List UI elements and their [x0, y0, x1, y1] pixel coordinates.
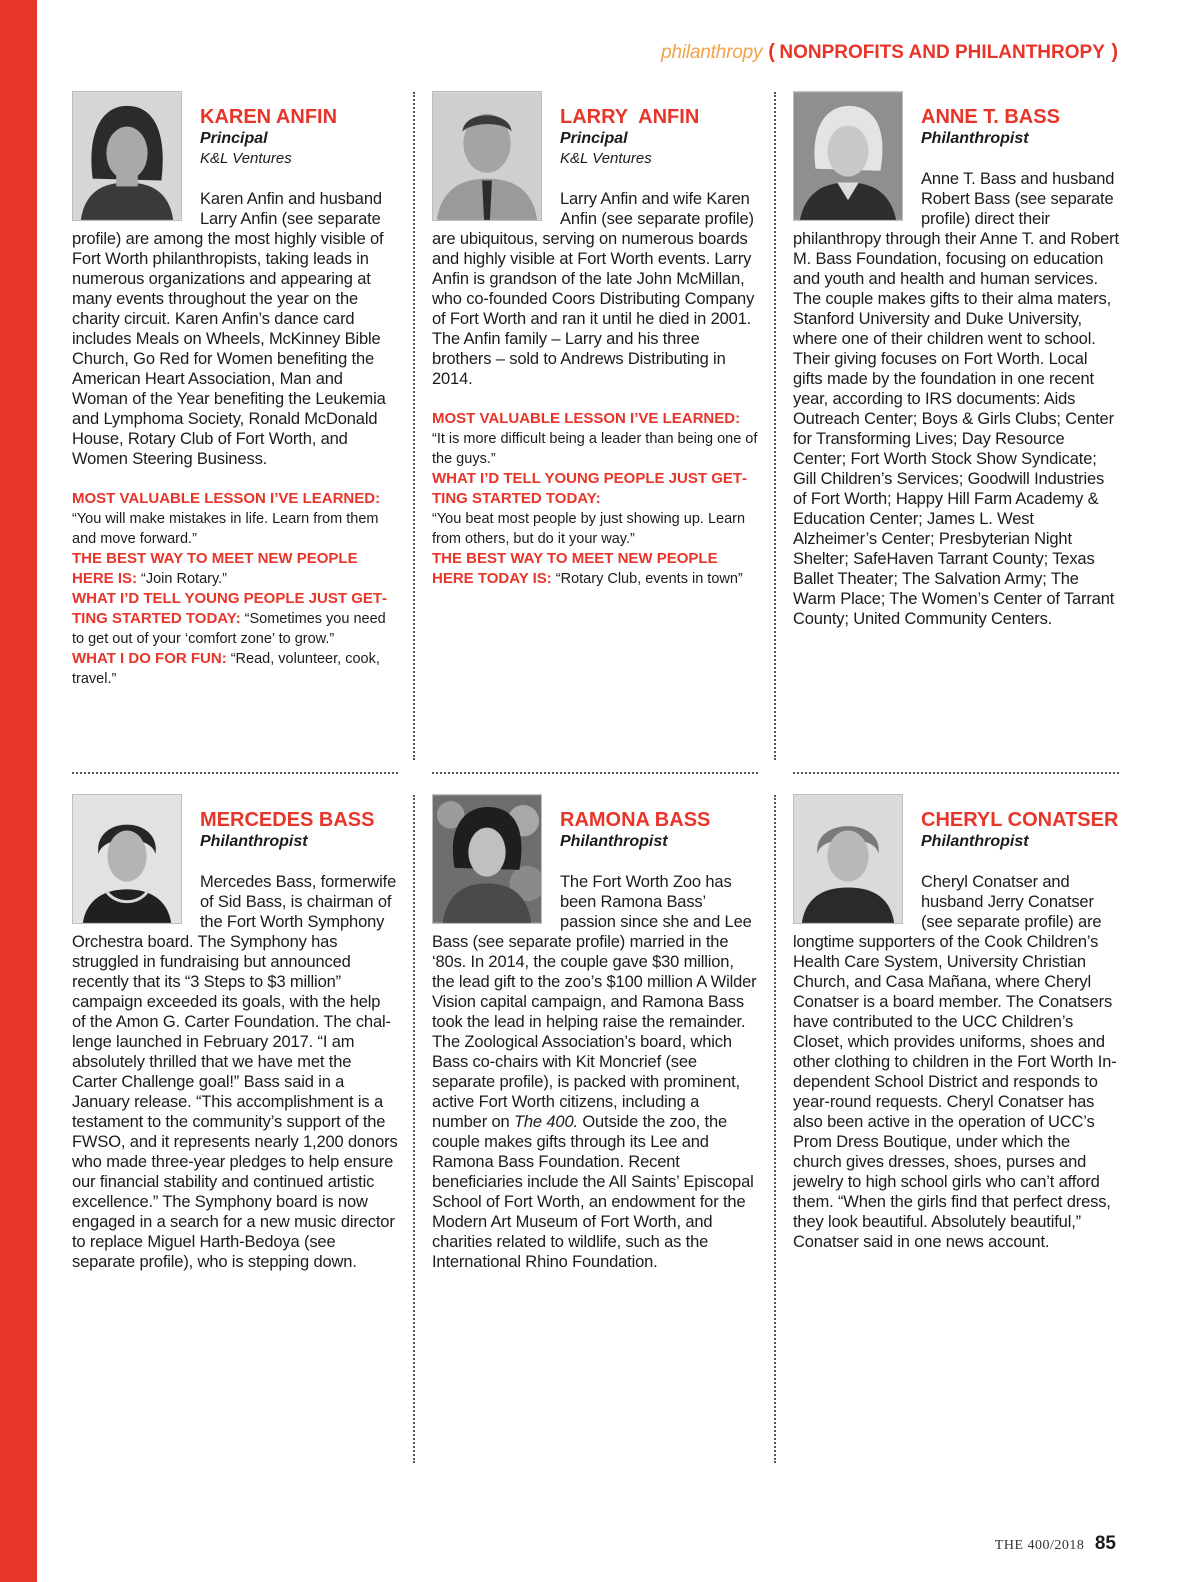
profile-name: CHERYL CONATSER: [921, 809, 1119, 831]
bio-text: Outside the zoo, the couple makes gifts through its Lee and Ramona Bass Foundation. Recent beneficiaries include the All Saints’ Episcopal School of Fort Worth, an endowment for the Modern Art Museum of Fort Worth, and charities related to wildlife, such as the International Rhino Foundation.: [432, 1113, 754, 1271]
portrait-photo: [72, 794, 182, 924]
qa-question: MOST VALUABLE LESSON I’VE LEARNED:: [72, 490, 381, 507]
topic-label: NONPROFITS AND PHILANTHROPY: [779, 42, 1105, 63]
profile-bio: Anne T. Bass and husband Robert Bass (see separate profile) direct their philanthropy through their Anne T. and Robert M. Bass Foundation, focusing on education and youth and health and human services. The couple makes gifts to their alma maters, Stanford University and Duke University, where one of their children went to school. Their giving focuses on Fort Worth. Local gifts made by the foundation in one recent year, according to IRS documents: Aids Outreach Center; Boys & Girls Clubs; Center for Transforming Lives; Day Resource Center; Fort Worth Stock Show Syndicate; Gill Children’s Services; Goodwill Industries of Fort Worth; Happy Hill Farm Academy & Education Center; James L. West Alzheimer’s Center; Presbyterian Night Shelter; SafeHaven Tarrant County; Texas Ballet Theater; The Salvation Army; The Warm Place; The Women’s Center of Tarrant County; United Community Centers.: [793, 170, 1119, 628]
page-number: 85: [1094, 1533, 1116, 1554]
portrait-larry-anfin: [433, 92, 541, 220]
profile-name: LARRY ANFIN: [560, 106, 700, 128]
profile-karen-anfin: [72, 91, 398, 689]
qa-question: WHAT I DO FOR FUN:: [72, 650, 227, 667]
profile-bio: [432, 872, 758, 1272]
profile-role: Philanthropist: [200, 833, 308, 850]
portrait-mercedes-bass: [73, 795, 181, 923]
profile-role: Principal: [560, 130, 628, 147]
qa-answer: “Read, volunteer, cook, travel.”: [72, 651, 380, 687]
portrait-photo: [793, 794, 903, 924]
portrait-photo: [72, 91, 182, 221]
column-divider: [774, 92, 776, 760]
qa-question: THE BEST WAY TO MEET NEW PEOPLE HERE TODAY IS:: [432, 550, 718, 587]
profile-name: ANNE T. BASS: [921, 106, 1060, 128]
profile-bio: Karen Anfin and husband Larry Anfin (see separate profile) are among the most highly visible of Fort Worth philanthropists, taking leads in numerous organizations and appearing at many events throughout the year on the charity circuit. Karen Anfin’s dance card includes Meals on Wheels, McKinney Bible Church, Go Red for Women benefiting the American Heart Association, Man and Woman of the Year benefiting the Leukemia and Lymphoma Society, Ronald McDonald House, Rotary Club of Fort Worth, and Women Steering Business.: [72, 190, 386, 468]
page-edge-color-bar: [0, 0, 37, 1582]
column-divider: [774, 795, 776, 1463]
qa-answer: “You beat most people by just showing up. Learn from others, but do it your way.”: [432, 511, 746, 547]
profile-role: Principal: [200, 130, 268, 147]
portrait-photo: [432, 91, 542, 221]
qa-answer: “Join Rotary.”: [137, 571, 227, 587]
profile-role: Philanthropist: [921, 130, 1029, 147]
row-divider: [432, 772, 758, 774]
qa-answer: “You will make mistakes in life. Learn from them and move forward.”: [72, 511, 379, 547]
qa-question: WHAT I’D TELL YOUNG PEOPLE JUST GETTING STARTED TODAY:: [432, 470, 748, 507]
profile-larry-anfin: [432, 91, 758, 589]
header-open-paren: (: [768, 41, 775, 63]
qa-question: WHAT I’D TELL YOUNG PEOPLE JUST GETTING STARTED TODAY:: [72, 590, 388, 627]
qa-answer: “Sometimes you need to get out of your ‘comfort zone’ to grow.”: [72, 611, 386, 647]
header-close-paren: ): [1111, 41, 1118, 63]
profile-role: Philanthropist: [921, 833, 1029, 850]
row-divider: [72, 772, 398, 774]
portrait-anne-t-bass: [794, 92, 902, 220]
profile-anne-t-bass: [793, 91, 1119, 629]
profile-cheryl-conatser: [793, 794, 1119, 1252]
column-divider: [413, 92, 415, 760]
profile-organization: K&L Ventures: [200, 150, 292, 167]
page-footer: [995, 1533, 1116, 1555]
bio-publication-title: The 400.: [513, 1113, 578, 1131]
profile-bio: Cheryl Conatser and husband Jerry Conatser (see separate profile) are longtime supporters of the Cook Children’s Health Care System, University Christian Church, and Casa Mañana, where Cheryl Conatser is a board member. The Conatsers have contributed to the UCC Children’s Closet, which provides uniforms, shoes and other clothing to children in the Fort Worth Independent School District and responds to year-round requests. Cheryl Conatser has also been active in the operation of UCC’s Prom Dress Boutique, under which the church gives dresses, shoes, purses and jewelry to high school girls who can’t afford them. “When the girls find that perfect dress, they look beautiful. Absolutely beautiful,” Conatser said in one news account.: [793, 873, 1117, 1251]
row-divider: [793, 772, 1119, 774]
qa-answer: “It is more difficult being a leader than being one of the guys.”: [432, 431, 758, 467]
portrait-ramona-bass: [433, 795, 541, 923]
qa-question: THE BEST WAY TO MEET NEW PEOPLE HERE IS:: [72, 550, 358, 587]
profile-bio: Larry Anfin and wife Karen Anfin (see separate profile) are ubiquitous, serving on numerous boards and highly visible at Fort Worth events. Larry Anfin is grandson of the late John McMillan, who co-founded Coors Distributing Company of Fort Worth and ran it until he died in 2001. The Anfin family – Larry and his three brothers – sold to Andrews Distributing in 2014.: [432, 190, 755, 388]
profile-name: KAREN ANFIN: [200, 106, 338, 128]
qa-answer: “Rotary Club, events in town”: [551, 571, 743, 587]
portrait-cheryl-conatser: [794, 795, 902, 923]
profile-name: MERCEDES BASS: [200, 809, 375, 831]
profile-qa: [432, 409, 758, 589]
bio-text: The Fort Worth Zoo has been Ramona Bass’ passion since she and Lee Bass (see separate profile) married in the ‘80s. In 2014, the couple gave $30 million, the lead gift to the zoo’s $100 million A Wilder Vision capital campaign, and Ramona Bass took the lead in helping raise the remainder. The Zoological Association’s board, which Bass co-chairs with Kit Moncrief (see separate profile), is packed with prominent, active Fort Worth citizens, including a number on: [432, 873, 757, 1131]
publication-name: THE 400/2018: [994, 1538, 1085, 1553]
portrait-photo: [793, 91, 903, 221]
profile-qa: [72, 489, 398, 689]
portrait-karen-anfin: [73, 92, 181, 220]
section-label: philanthropy: [661, 42, 763, 63]
profile-role: Philanthropist: [560, 833, 668, 850]
page-header: [661, 41, 1118, 64]
profile-name: RAMONA BASS: [560, 809, 711, 831]
profile-organization: K&L Ventures: [560, 150, 652, 167]
profile-ramona-bass: [432, 794, 758, 1272]
profile-mercedes-bass: [72, 794, 398, 1272]
qa-question: MOST VALUABLE LESSON I’VE LEARNED:: [432, 410, 741, 427]
portrait-photo: [432, 794, 542, 924]
profile-bio: Mercedes Bass, formerwife of Sid Bass, is chairman of the Fort Worth Symphony Orchestra board. The Symphony has struggled in fundraising but announced recently that its “3 Steps to $3 million” campaign exceeded its goals, with the help of the Amon G. Carter Foundation. The challenge launched in February 2017. “I am absolutely thrilled that we have met the Carter Challenge goal!” Bass said in a January release. “This accomplishment is a testament to the community’s support of the FWSO, and it represents nearly 1,200 donors who made three-year pledges to help ensure our financial stability and continued artistic excellence.” The Symphony board is now engaged in a search for a new music director to replace Miguel Harth-Bedoya (see separate profile), who is stepping down.: [72, 873, 398, 1271]
column-divider: [413, 795, 415, 1463]
